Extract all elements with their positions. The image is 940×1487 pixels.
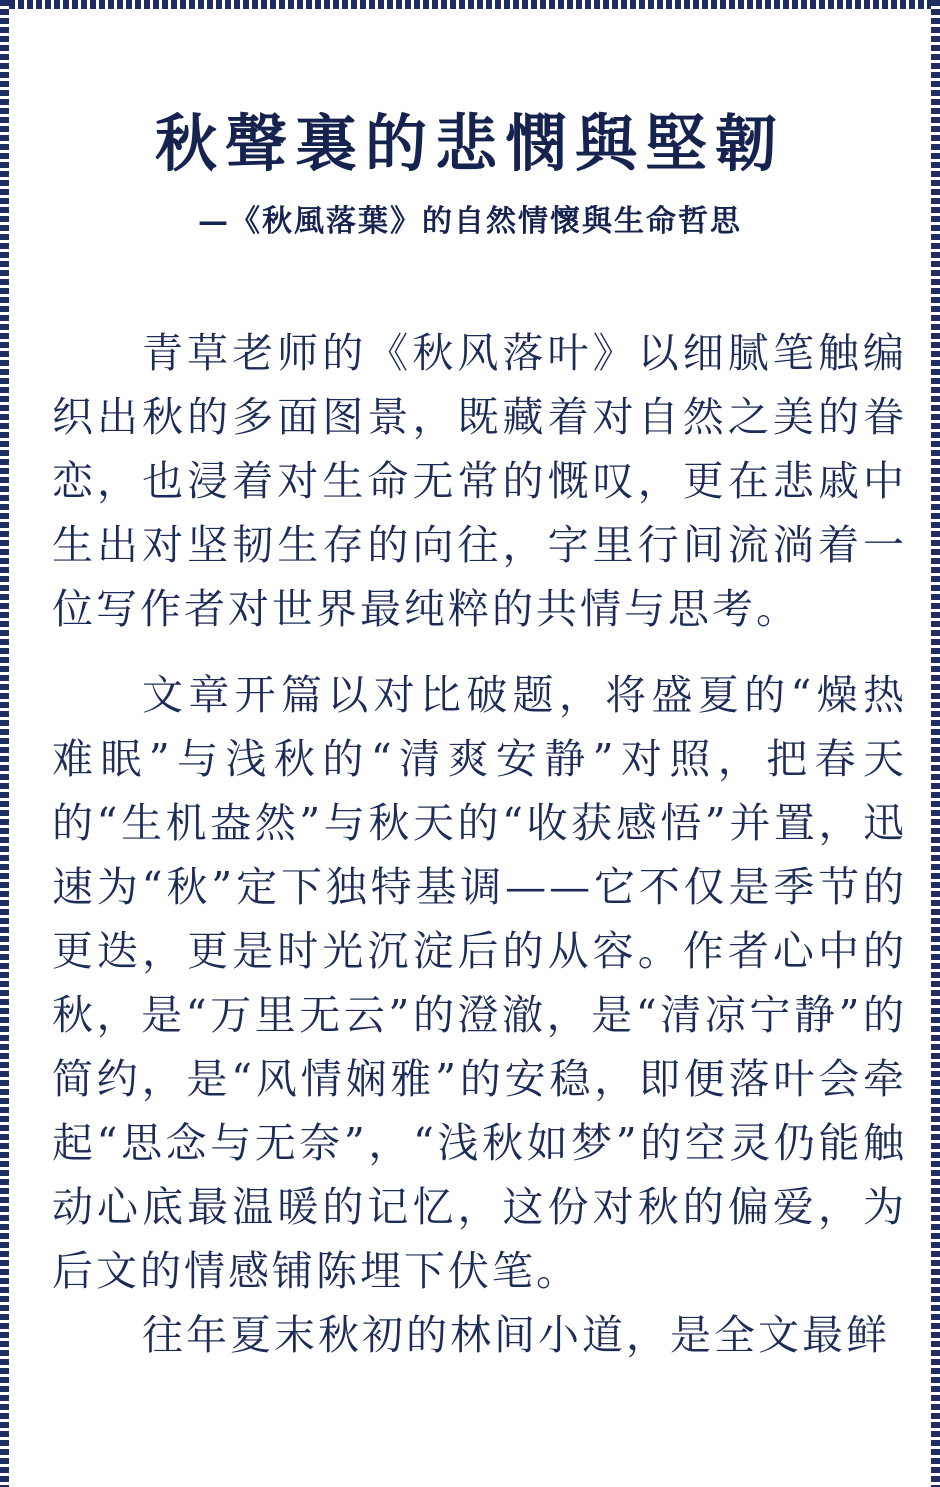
paragraph-1: 青草老师的《秋风落叶》以细腻笔触编织出秋的多面图景，既藏着对自然之美的眷恋，也浸着对生命无常的慨叹，更在悲戚中生出对坚韧生存的向往，字里行间流淌着一位写作者对世界最纯粹的共情与思考。 <box>52 329 907 633</box>
article-subtitle: —《秋風落葉》的自然情懷與生命哲思 <box>198 204 742 239</box>
paragraph-3: 往年夏末秋初的林间小道，是全文最鲜 <box>142 1311 890 1359</box>
article-title: 秋聲裏的悲憫與堅韌 <box>154 107 785 180</box>
paragraph-2: 文章开篇以对比破题，将盛夏的“燥热难眠”与浅秋的“清爽安静”对照，把春天的“生机盎然”与秋天的“收获感悟”并置，迅速为“秋”定下独特基调——它不仅是季节的更迭，更是时光沉淀后的从容。作者心中的秋，是“万里无云”的澄澈，是“清凉宁静”的简约，是“风情娴雅”的安稳，即便落叶会牵起“思念与无奈”，“浅秋如梦”的空灵仍能触动心底最温暖的记忆，这份对秋的偏爱，为后文的情感铺陈埋下伏笔。 <box>52 671 907 1295</box>
border-top <box>0 0 940 9</box>
article-body <box>52 321 907 1367</box>
